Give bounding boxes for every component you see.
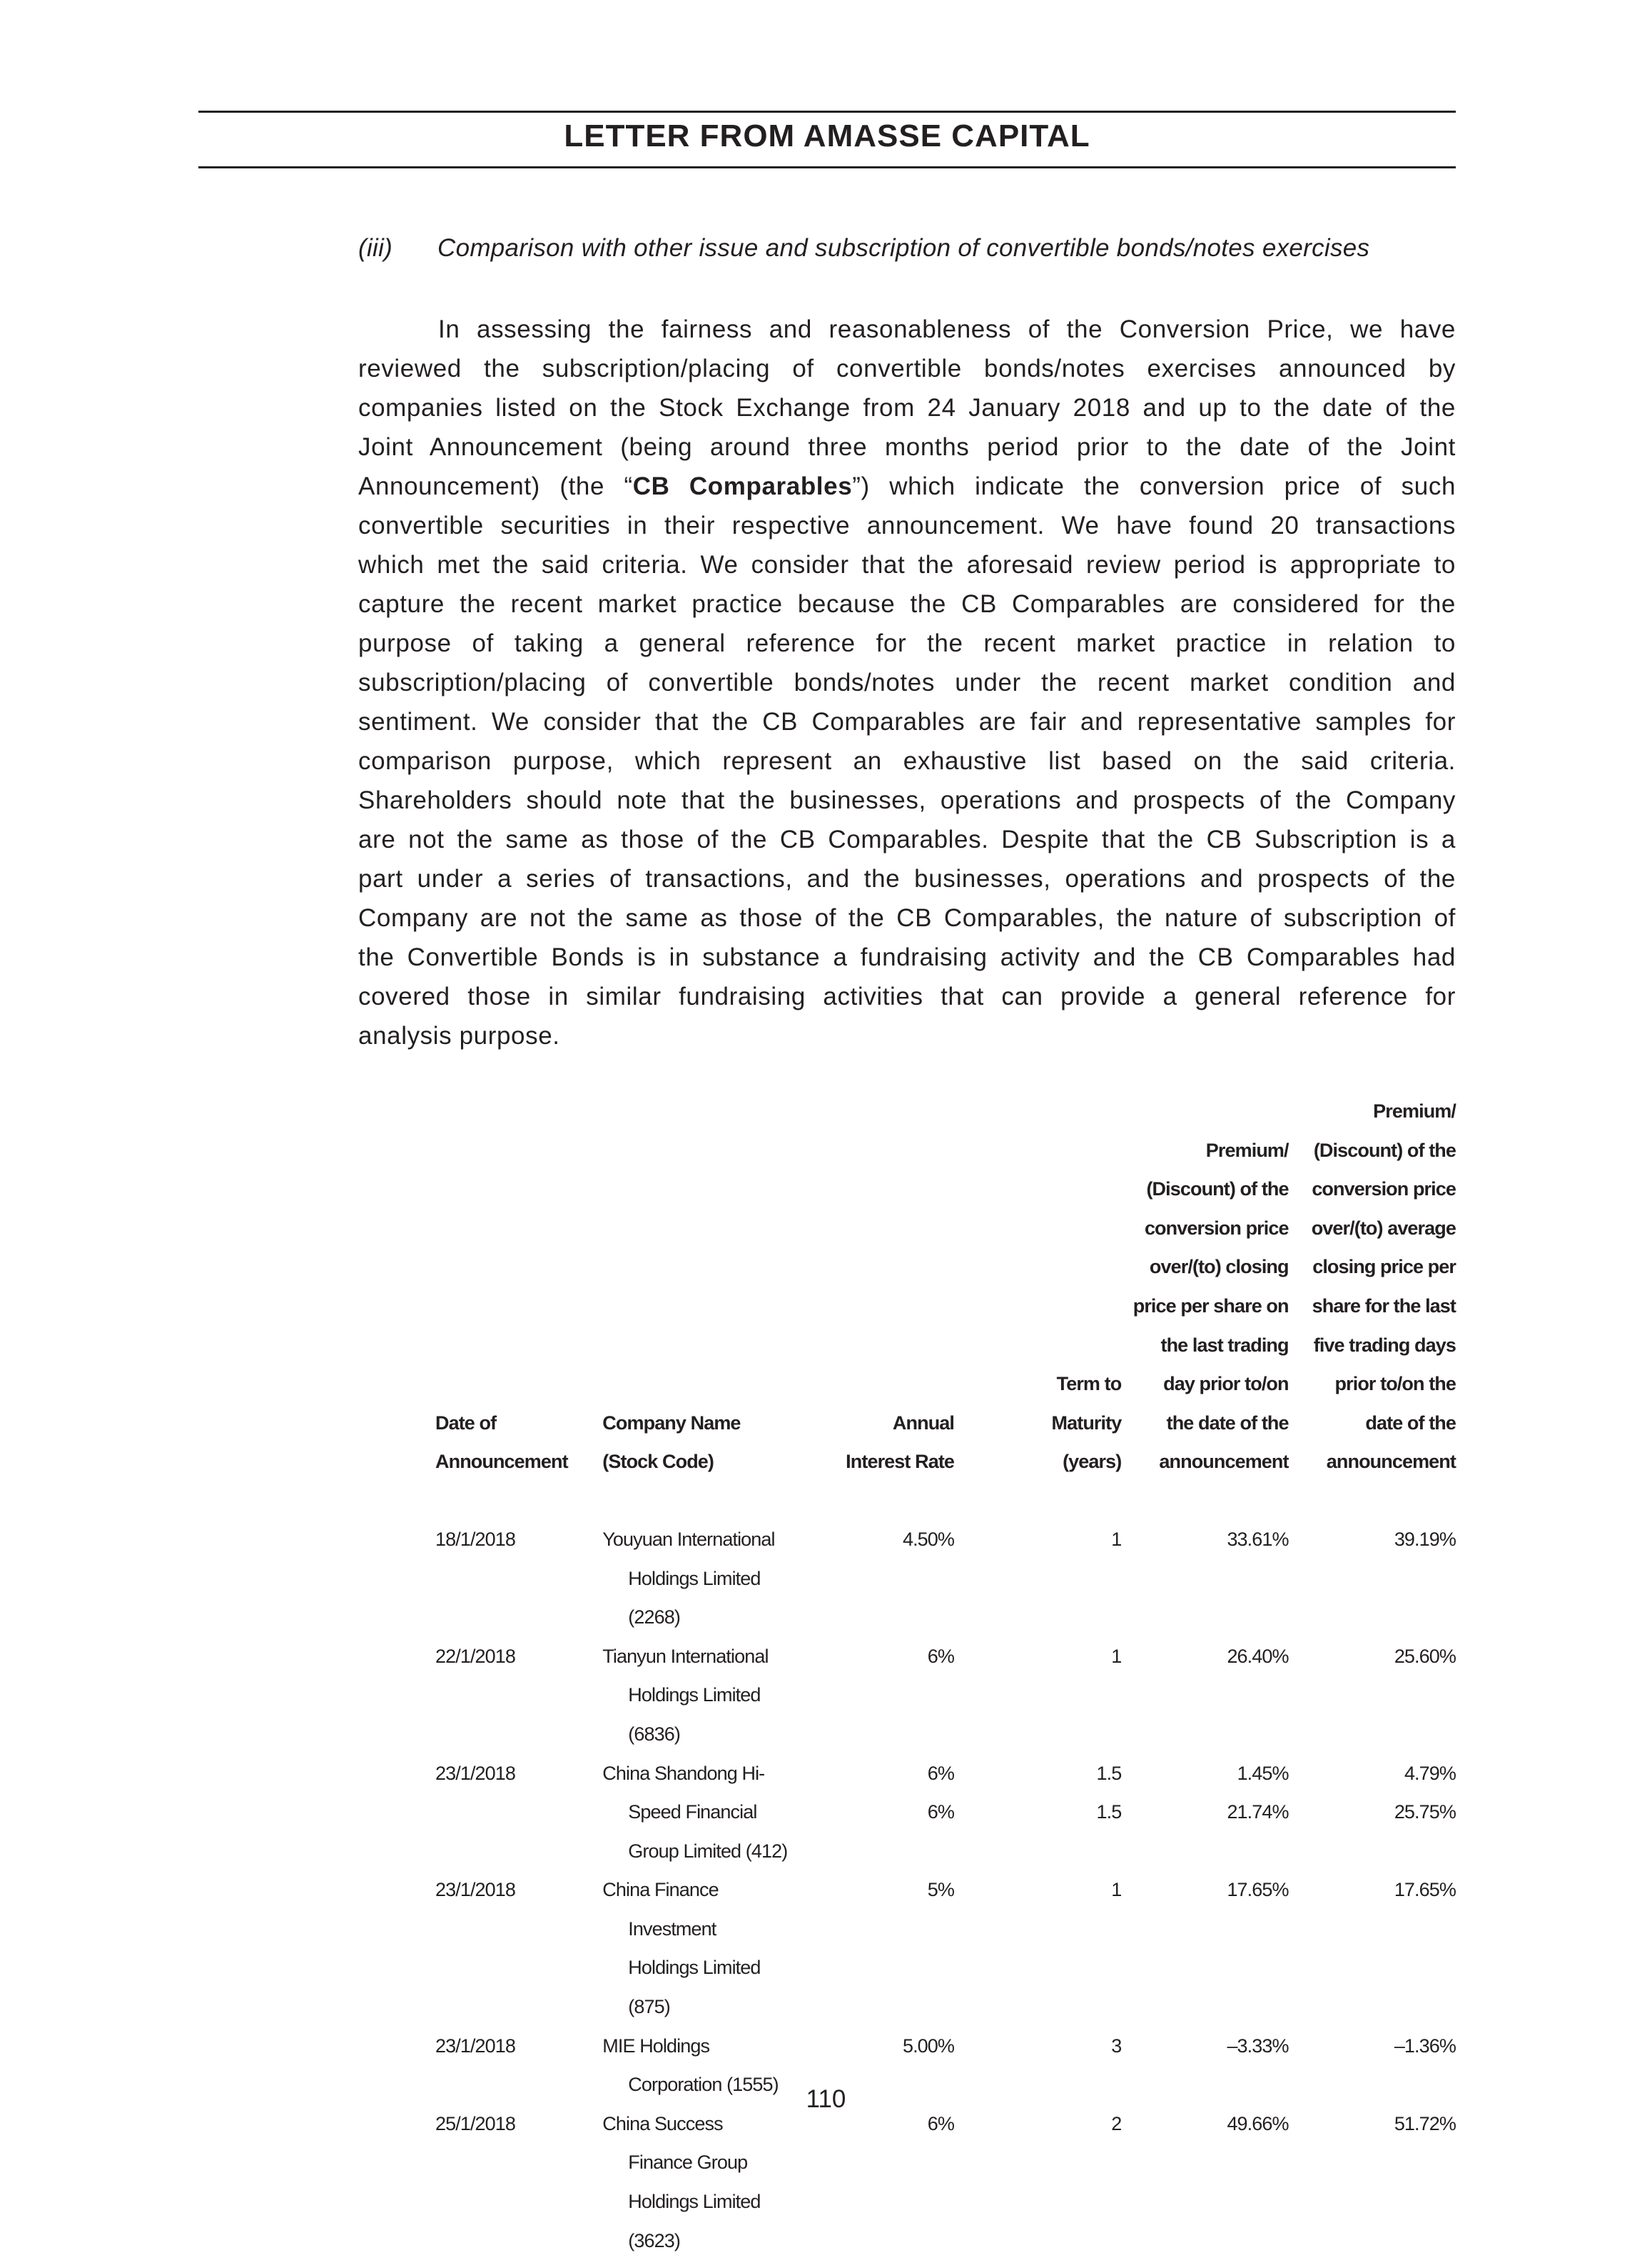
table-row — [435, 1754, 1456, 1871]
paragraph-line: companies listed on the Stock Exchange from 24 January 2018 and up to the date of the — [358, 394, 1456, 422]
header-interest-rate: Annual Interest Rate — [846, 1412, 955, 1473]
cell-premium-last: 49.66% — [1227, 2112, 1289, 2134]
cell-term: 3 — [1111, 2034, 1122, 2057]
paragraph-line: the Convertible Bonds is in substance a fundraising activity and the CB Comparables had — [358, 943, 1456, 971]
cell-company: China Finance Investment Holdings Limited (875) — [602, 1879, 761, 2018]
cell-date: 23/1/2018 — [435, 1879, 516, 1901]
cell-premium-last: 26.40% — [1227, 1645, 1289, 1667]
paragraph-line: subscription/placing of convertible bonds/notes under the recent market condition and — [358, 669, 1456, 696]
cell-term: 1.5 1.5 — [1096, 1762, 1122, 1823]
cell-premium-avg: 39.19% — [1394, 1528, 1456, 1550]
defined-term-continuation: which indicate the conversion price of such — [889, 472, 1456, 500]
cell-premium-last: 17.65% — [1227, 1879, 1289, 1901]
cell-date: 25/1/2018 — [435, 2112, 516, 2134]
paragraph-line: reviewed the subscription/placing of convertible bonds/notes exercises announced by — [358, 355, 1456, 382]
defined-term: CB Comparables — [632, 472, 853, 500]
table-row — [435, 1520, 1456, 1637]
header-premium-average: Premium/ (Discount) of the conversion price over/(to) average closing price per share for the last five trading days prior to/on the date of the announcement — [1311, 1100, 1456, 1473]
paragraph-line: which met the said criteria. We consider that the aforesaid review period is appropriate to — [358, 551, 1456, 579]
table-row — [435, 1870, 1456, 2026]
paragraph-line: comparison purpose, which represent an exhaustive list based on the said criteria. — [358, 747, 1456, 775]
cell-date: 18/1/2018 — [435, 1528, 516, 1550]
cell-rate: 5.00% — [902, 2034, 955, 2057]
cell-premium-avg: 4.79% 25.75% — [1394, 1762, 1456, 1823]
cell-premium-avg: 17.65% — [1394, 1879, 1456, 1901]
paragraph-line: part under a series of transactions, and the businesses, operations and prospects of the — [358, 865, 1456, 893]
section-title: Comparison with other issue and subscription of convertible bonds/notes exercises — [437, 234, 1370, 262]
header-company: Company Name (Stock Code) — [602, 1412, 741, 1473]
cell-term: 1 — [1111, 1645, 1122, 1667]
cell-rate: 6% — [927, 1645, 955, 1667]
cell-company: China Success Finance Group Holdings Limited (3623) — [602, 2112, 761, 2251]
paragraph-line: Shareholders should note that the businesses, operations and prospects of the Company — [358, 786, 1456, 814]
cell-premium-last: 1.45% 21.74% — [1227, 1762, 1289, 1823]
cell-rate: 4.50% — [902, 1528, 955, 1550]
paragraph-line: convertible securities in their respective announcement. We have found 20 transactions — [358, 512, 1456, 539]
header-rule-bottom — [198, 166, 1456, 168]
cell-date: 23/1/2018 — [435, 1762, 516, 1784]
paragraph-line: sentiment. We consider that the CB Comparables are fair and representative samples for — [358, 708, 1456, 736]
header-term: Term to Maturity (years) — [1051, 1373, 1122, 1473]
cell-premium-last: 33.61% — [1227, 1528, 1289, 1550]
paragraph-line: analysis purpose. — [358, 1022, 560, 1050]
defined-term-prefix: Announcement) (the “ — [358, 472, 633, 500]
paragraph-line: are not the same as those of the CB Comparables. Despite that the CB Subscription is a — [358, 826, 1456, 853]
cell-premium-avg: 25.60% — [1394, 1645, 1456, 1667]
section-number: (iii) — [358, 234, 393, 262]
header-date: Date of Announcement — [435, 1412, 568, 1473]
paragraph-line: In assessing the fairness and reasonableness of the Conversion Price, we have — [438, 315, 1456, 343]
defined-term-suffix: ”) — [852, 472, 870, 500]
cell-rate: 6% 6% — [927, 1762, 955, 1823]
cell-company: MIE Holdings Corporation (1555) — [602, 2034, 779, 2096]
table-row — [435, 2104, 1456, 2260]
cell-term: 1 — [1111, 1528, 1122, 1550]
cell-company: China Shandong Hi-Speed Financial Group Limited (412) — [602, 1762, 788, 1862]
paragraph-line: purpose of taking a general reference for the recent market practice in relation to — [358, 629, 1456, 657]
paragraph-line: capture the recent market practice because the CB Comparables are considered for the — [358, 590, 1456, 618]
cell-term: 1 — [1111, 1879, 1122, 1901]
paragraph-line-defined-term — [358, 467, 1456, 506]
cell-premium-last: –3.33% — [1227, 2034, 1289, 2057]
paragraph-line: Company are not the same as those of the CB Comparables, the nature of subscription of — [358, 904, 1456, 932]
table-row — [435, 1637, 1456, 1754]
paragraph-line: covered those in similar fundraising activities that can provide a general reference for — [358, 983, 1456, 1010]
header-premium-last-day: Premium/ (Discount) of the conversion price over/(to) closing price per share on the last trading day prior to/on the date of the announcement — [1132, 1139, 1289, 1473]
paragraph-line: Joint Announcement (being around three months period prior to the date of the Joint — [358, 433, 1456, 461]
cell-company: Tianyun International Holdings Limited (6836) — [602, 1645, 769, 1745]
page-number: 110 — [806, 2085, 846, 2113]
table-spacer — [435, 1481, 1456, 1520]
cell-premium-avg: –1.36% — [1394, 2034, 1456, 2057]
cell-company: Youyuan International Holdings Limited (2268) — [602, 1528, 775, 1628]
cell-date: 22/1/2018 — [435, 1645, 516, 1667]
header-rule-top — [198, 111, 1456, 113]
table-header-row — [435, 1092, 1456, 1481]
body-paragraph — [358, 310, 1456, 1055]
cell-rate: 5% — [927, 1879, 955, 1901]
cell-premium-avg: 51.72% — [1394, 2112, 1456, 2134]
cell-rate: 6% — [927, 2112, 955, 2134]
cell-date: 23/1/2018 — [435, 2034, 516, 2057]
cell-term: 2 — [1111, 2112, 1122, 2134]
page-header-title: LETTER FROM AMASSE CAPITAL — [564, 118, 1090, 153]
